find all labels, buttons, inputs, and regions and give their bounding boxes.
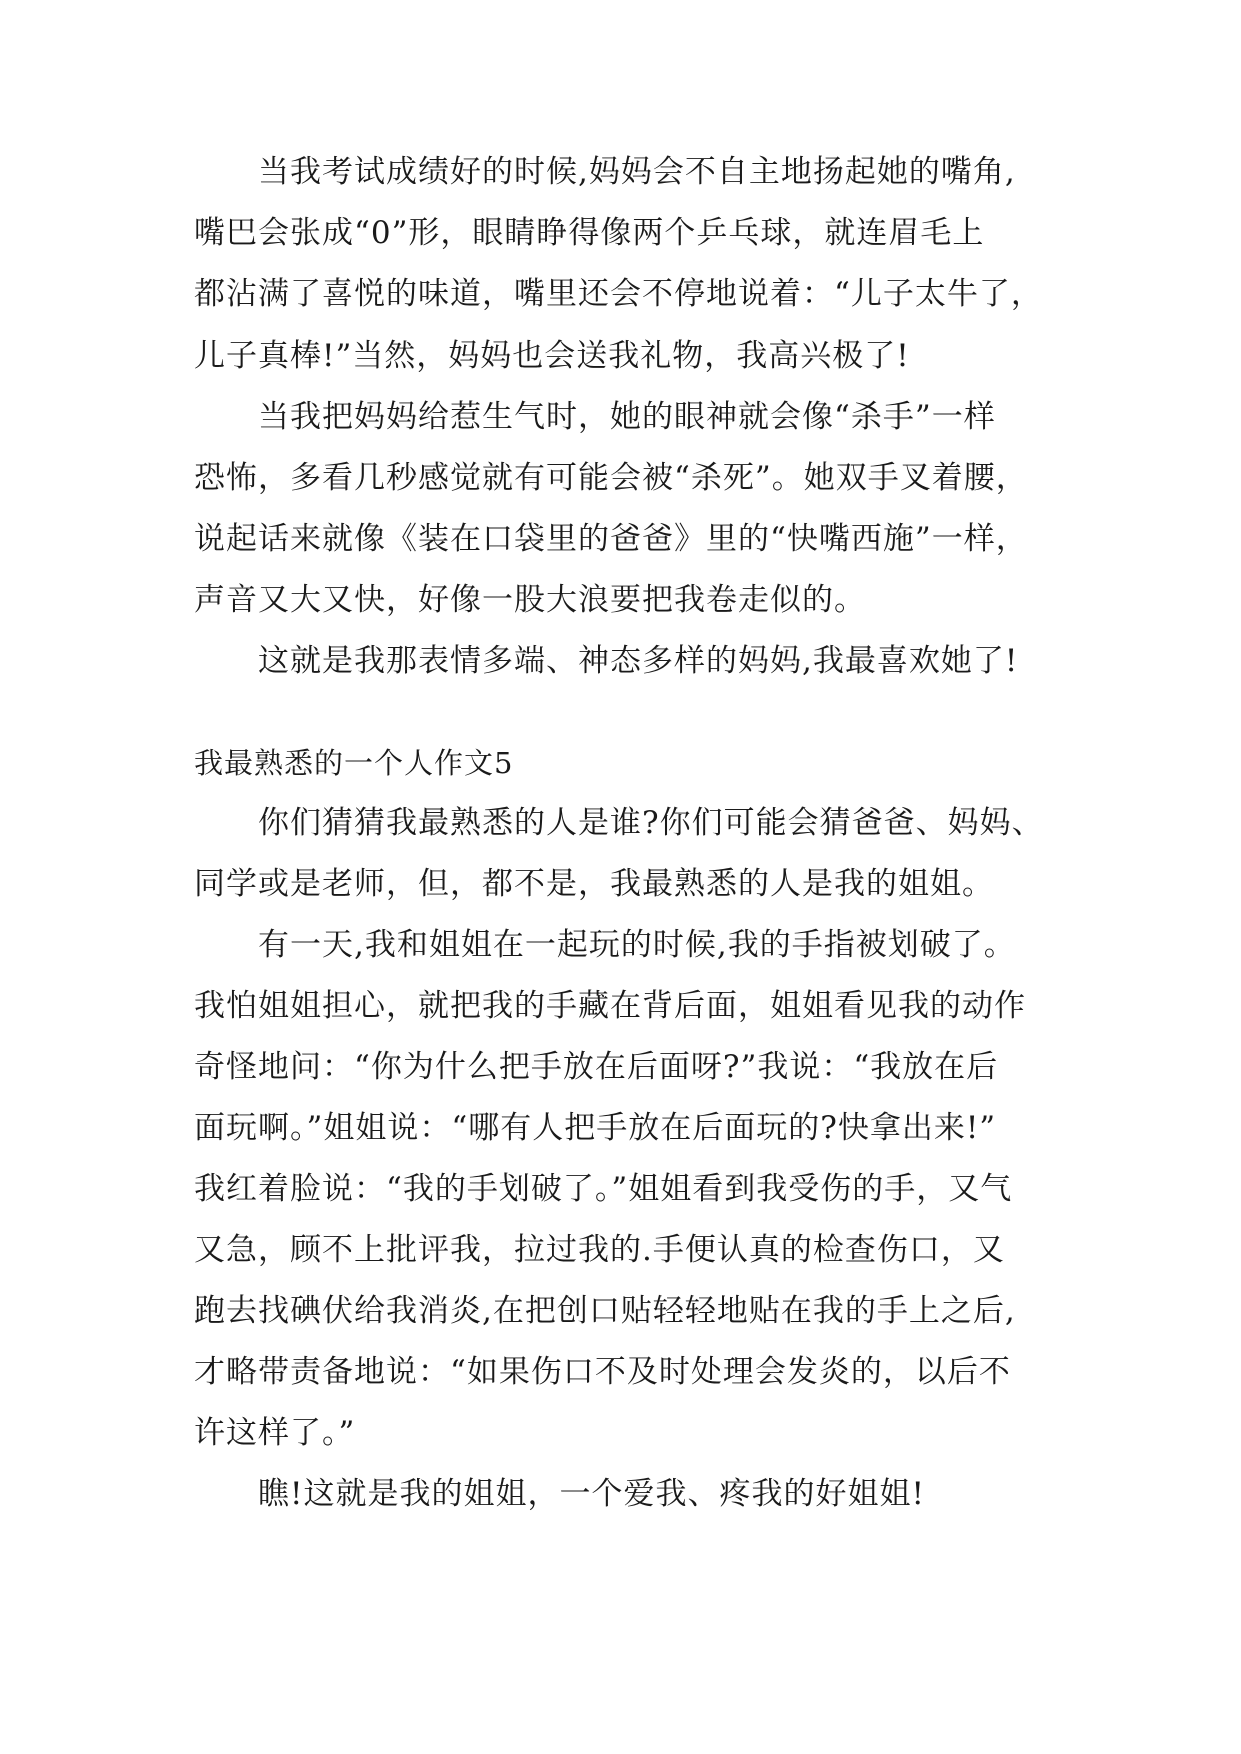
paragraph-line: 都沾满了喜悦的味道，嘴里还会不停地说着：“儿子太牛了，	[194, 276, 1043, 312]
paragraph-line: 我红着脸说：“我的手划破了。”姐姐看到我受伤的手，又气	[194, 1171, 1013, 1207]
paragraph-line: 跑去找碘伏给我消炎,在把创口贴轻轻地贴在我的手上之后,	[194, 1293, 1016, 1329]
paragraph-line: 有一天,我和姐姐在一起玩的时候,我的手指被划破了。	[258, 927, 1016, 963]
paragraph-line: 嘴巴会张成“0”形，眼睛睁得像两个乒乓球，就连眉毛上	[194, 215, 985, 251]
essay-heading: 我最熟悉的一个人作文5	[194, 746, 514, 780]
paragraph-line: 我怕姐姐担心，就把我的手藏在背后面，姐姐看见我的动作	[194, 988, 1026, 1024]
paragraph-line: 当我把妈妈给惹生气时，她的眼神就会像“杀手”一样	[258, 399, 996, 435]
paragraph-line: 儿子真棒!”当然，妈妈也会送我礼物，我高兴极了!	[194, 338, 910, 374]
paragraph-line: 当我考试成绩好的时候,妈妈会不自主地扬起她的嘴角,	[258, 154, 1016, 190]
paragraph-line: 同学或是老师，但，都不是，我最熟悉的人是我的姐姐。	[194, 866, 994, 902]
paragraph-line: 瞧!这就是我的姐姐，一个爱我、疼我的好姐姐!	[258, 1476, 925, 1512]
paragraph-line: 你们猜猜我最熟悉的人是谁?你们可能会猜爸爸、妈妈、	[258, 805, 1044, 841]
paragraph-line: 面玩啊。”姐姐说：“哪有人把手放在后面玩的?快拿出来!”	[194, 1110, 997, 1146]
paragraph-line: 恐怖，多看几秒感觉就有可能会被“杀死”。她双手叉着腰，	[194, 460, 1028, 496]
paragraph-line: 才略带责备地说：“如果伤口不及时处理会发炎的，以后不	[194, 1354, 1011, 1390]
paragraph-line: 这就是我那表情多端、神态多样的妈妈,我最喜欢她了!	[258, 643, 1019, 679]
paragraph-line: 又急，顾不上批评我，拉过我的.手便认真的检查伤口，又	[194, 1232, 1005, 1268]
paragraph-line: 说起话来就像《装在口袋里的爸爸》里的“快嘴西施”一样，	[194, 521, 1028, 557]
paragraph-line: 声音又大又快，好像一股大浪要把我卷走似的。	[194, 582, 866, 618]
paragraph-line: 奇怪地问：“你为什么把手放在后面呀?”我说：“我放在后	[194, 1049, 999, 1085]
paragraph-line: 许这样了。”	[194, 1415, 356, 1451]
